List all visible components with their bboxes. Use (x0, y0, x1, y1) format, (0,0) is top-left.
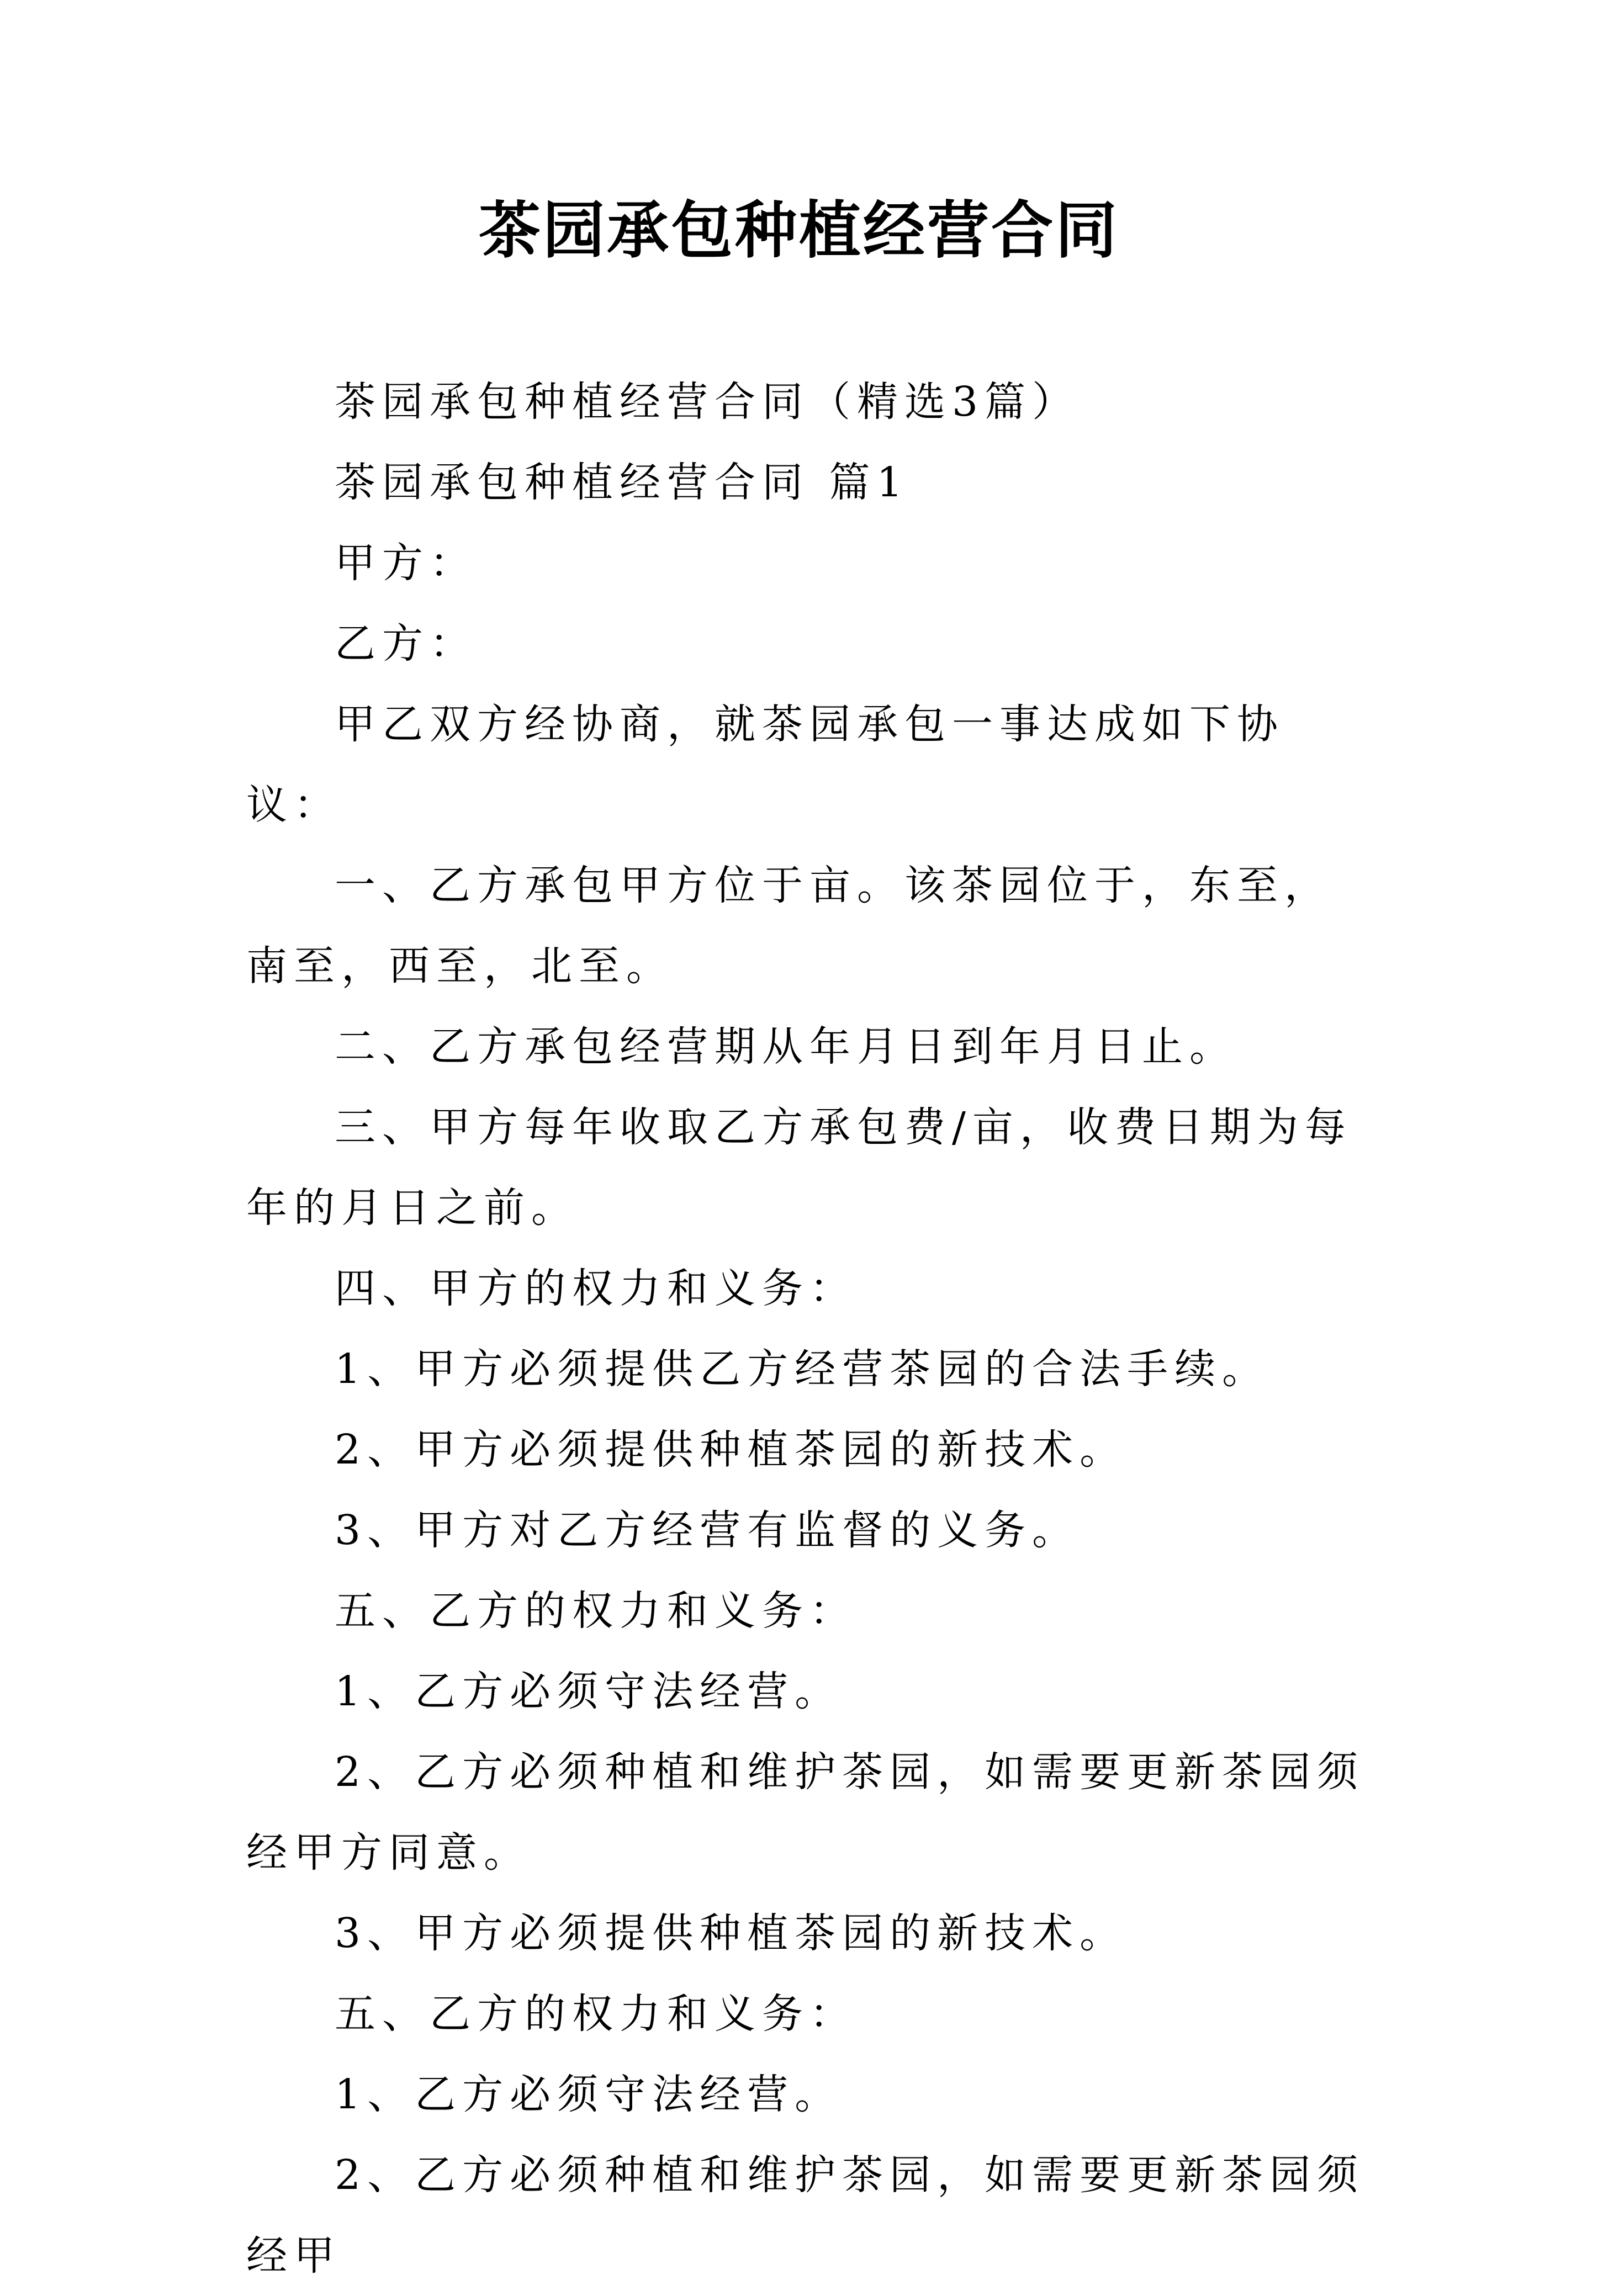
clause-1-location: 一、乙方承包甲方位于亩。该茶园位于，东至，南至，西至，北至。 (246, 862, 1332, 990)
clause-5-heading-repeat: 五、乙方的权力和义务： (335, 1990, 857, 2038)
subtitle-line: 茶园承包种植经营合同（精选3篇） (335, 378, 1080, 426)
clause-5-item-1-repeat: 1、乙方必须守法经营。 (335, 2071, 843, 2118)
clause-3-fee: 三、甲方每年收取乙方承包费/亩，收费日期为每年的月日之前。 (246, 1104, 1352, 1232)
clause-2-term: 二、乙方承包经营期从年月日到年月日止。 (335, 1023, 1237, 1070)
document-title: 茶园承包种植经营合同 (479, 194, 1119, 267)
party-b-line: 乙方： (335, 620, 477, 667)
document-body (246, 362, 1370, 2296)
agreement-intro: 甲乙双方经协商，就茶园承包一事达成如下协议： (246, 701, 1284, 829)
clause-4-item-2: 2、甲方必须提供种植茶园的新技术。 (335, 1426, 1128, 1473)
clause-4-item-1: 1、甲方必须提供乙方经营茶园的合法手续。 (335, 1345, 1270, 1393)
party-a-line: 甲方： (335, 539, 477, 587)
clause-4-item-3: 3、甲方对乙方经营有监督的义务。 (335, 1507, 1080, 1554)
clause-5-item-1: 1、乙方必须守法经营。 (335, 1668, 843, 1715)
clause-5-item-2-repeat: 2、乙方必须种植和维护茶园，如需要更新茶园须经甲 (246, 2151, 1365, 2279)
clause-5-item-3: 3、甲方必须提供种植茶园的新技术。 (335, 1910, 1128, 1957)
clause-5-item-2: 2、乙方必须种植和维护茶园，如需要更新茶园须经甲方同意。 (246, 1748, 1365, 1876)
section-heading: 茶园承包种植经营合同 篇1 (335, 459, 909, 506)
clause-5-heading: 五、乙方的权力和义务： (335, 1587, 857, 1635)
clause-4-heading: 四、甲方的权力和义务： (335, 1265, 857, 1312)
